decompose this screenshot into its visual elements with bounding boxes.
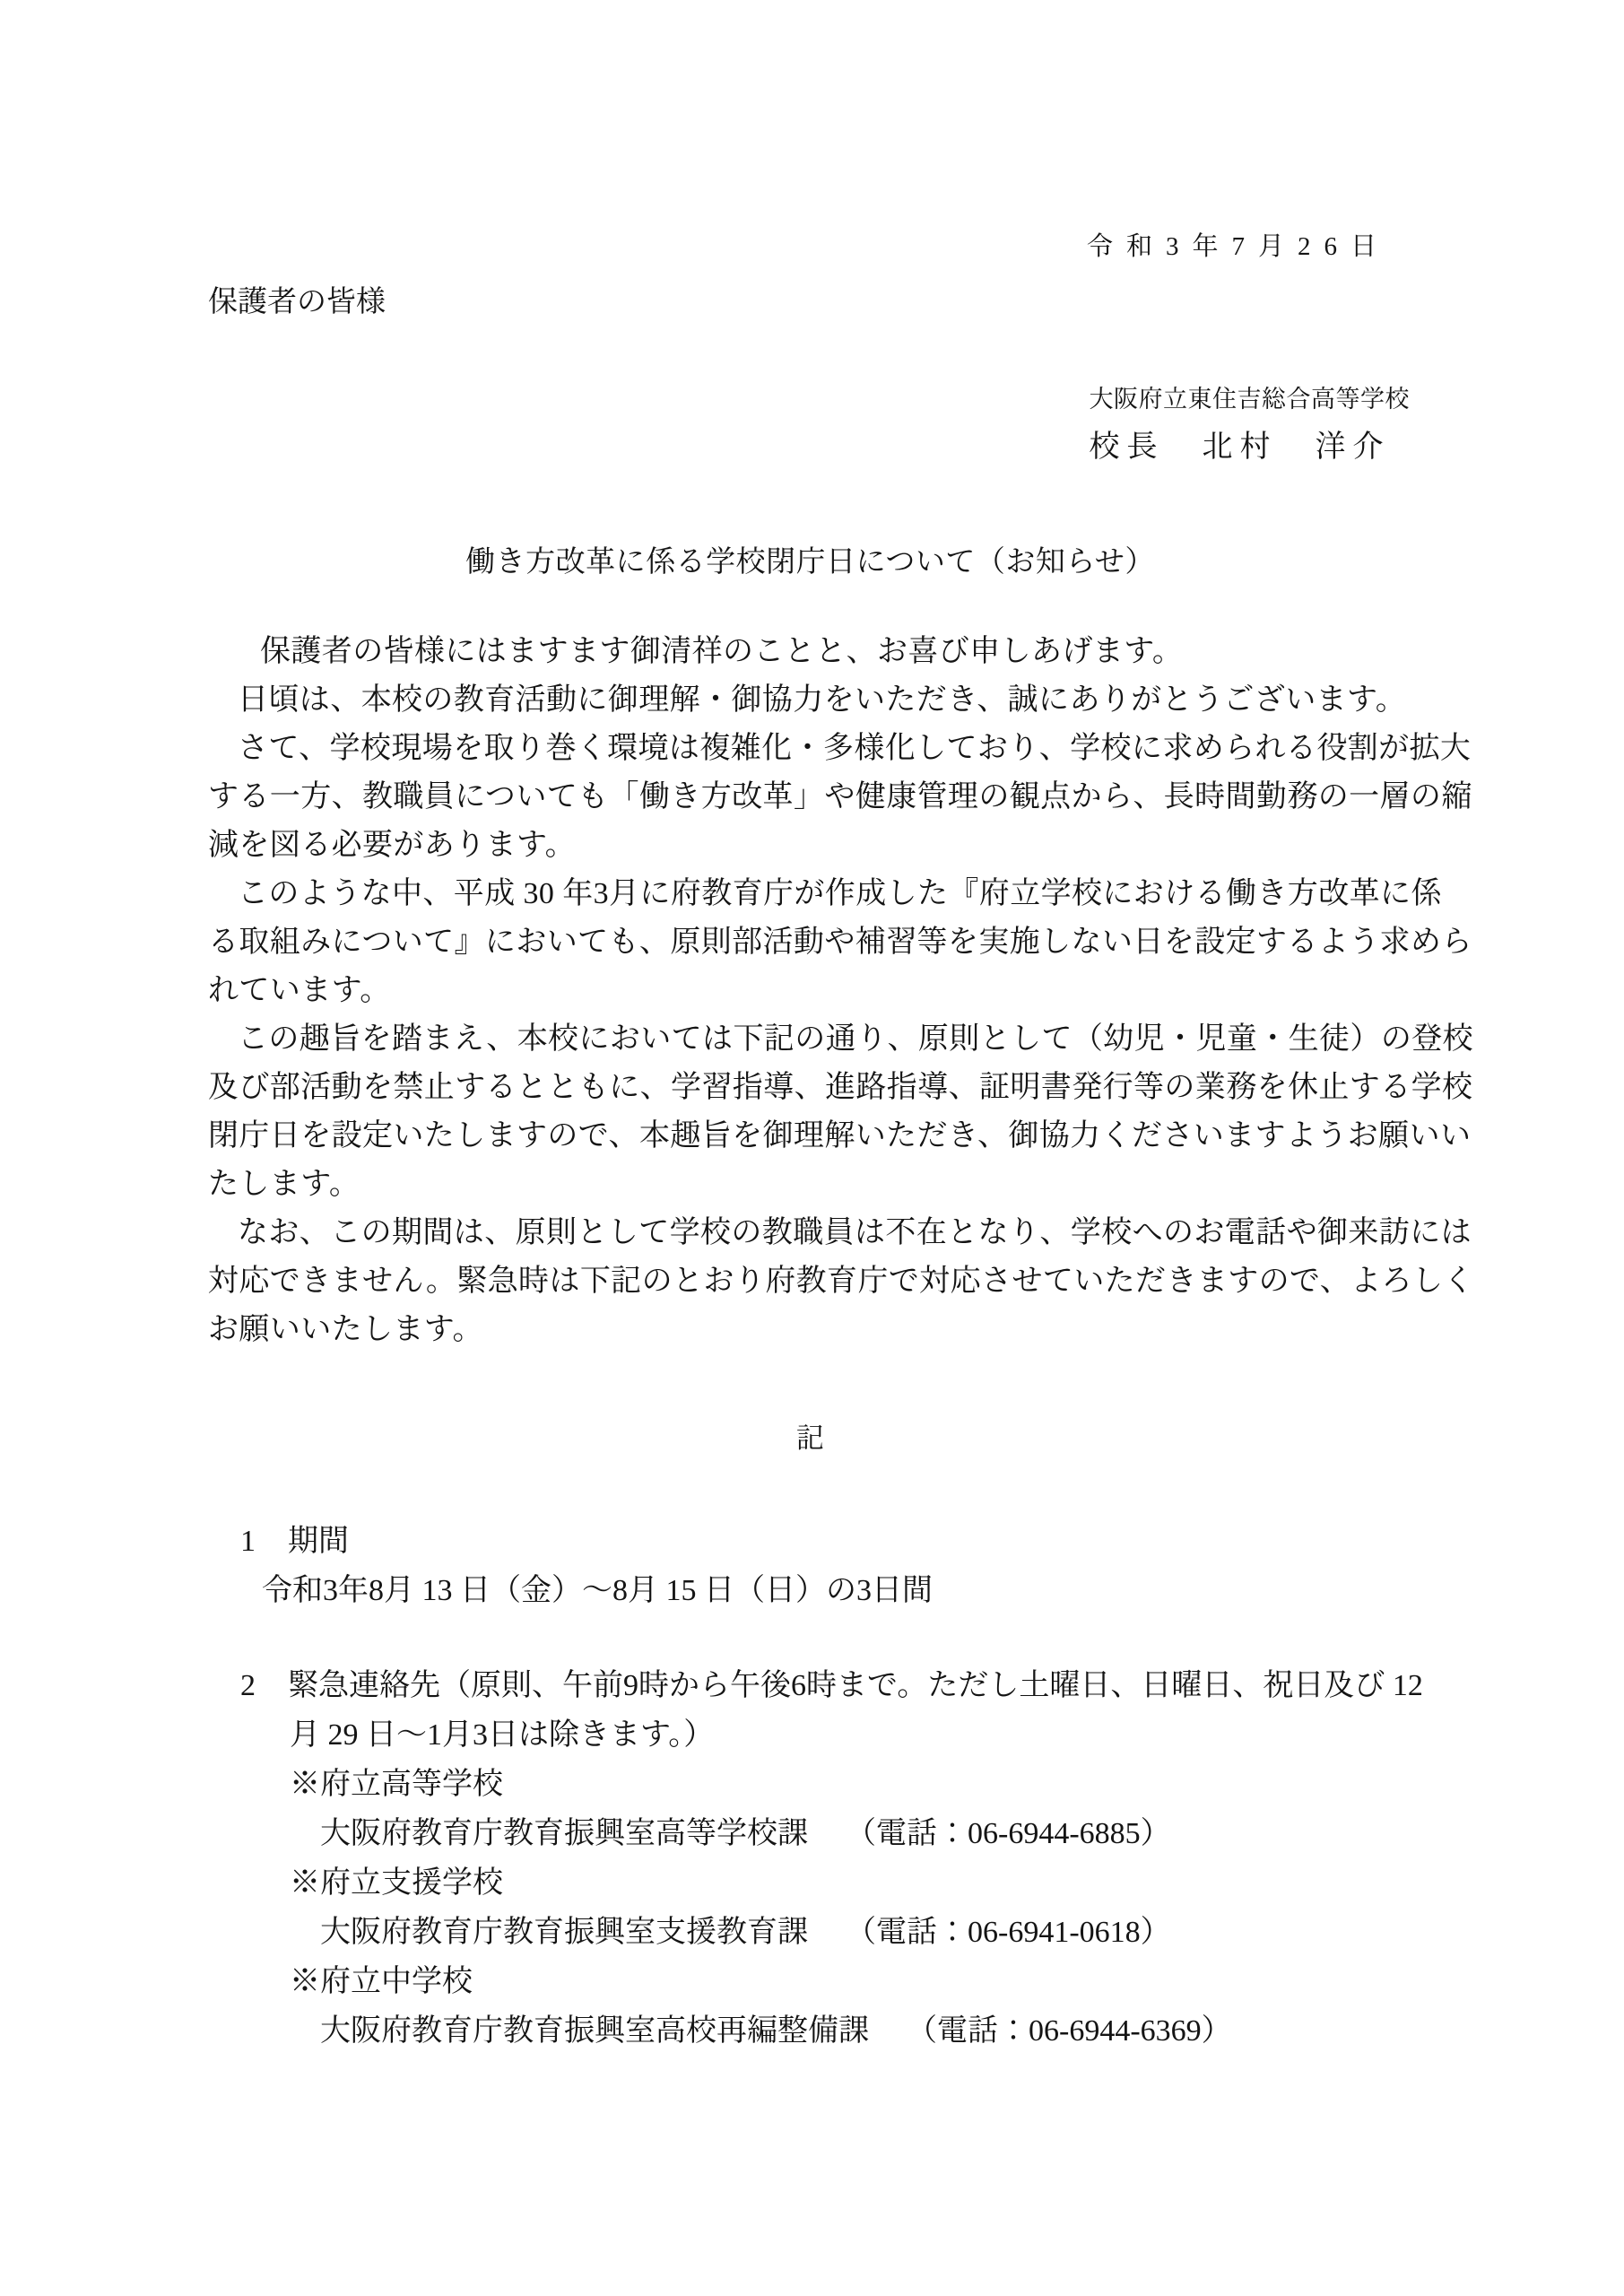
body-line: 閉庁日を設定いたしますので、本趣旨を御理解いただき、御協力くださいますようお願いい [208, 1119, 1472, 1152]
contact-category: ※府立中学校 [290, 1965, 473, 1998]
section-2-label: 緊急連絡先（原則、午前9時から午後6時まで。ただし土曜日、日曜日、祝日及び 12 [288, 1669, 1423, 1702]
sender-block [1090, 377, 1411, 474]
section-1-number: 1 [240, 1525, 256, 1558]
contact-category: ※府立高等学校 [290, 1768, 503, 1801]
recipient: 保護者の皆様 [208, 286, 386, 318]
section-2-number: 2 [240, 1669, 256, 1702]
body-line: れています。 [208, 974, 391, 1007]
contact-phone: （電話：06-6944-6885） [846, 1817, 1171, 1850]
body-line: なお、この期間は、原則として学校の教職員は不在となり、学校へのお電話や御来訪には [238, 1216, 1472, 1249]
section-2-heading [208, 1662, 1423, 1710]
sender-principal-name: 校長 北村 洋介 [1089, 430, 1391, 464]
body-line: 日頃は、本校の教育活動に御理解・御協力をいただき、誠にありがとうございます。 [238, 683, 1407, 717]
body-line: このような中、平成 30 年3月に府教育庁が作成した『府立学校における働き方改革に係 [238, 877, 1442, 910]
section-1-heading [208, 1518, 1412, 1566]
body-line: 対応できません。緊急時は下記のとおり府教育庁で対応させていただきますので、よろしく [208, 1265, 1474, 1298]
contact-phone: （電話：06-6941-0618） [846, 1916, 1171, 1949]
letter-date: 令和3年7月26日 [1086, 232, 1390, 261]
body-line: する一方、教職員についても「働き方改革」や健康管理の観点から、長時間勤務の一層の縮 [208, 780, 1472, 813]
contact-office: 大阪府教育庁教育振興室支援教育課 [320, 1916, 808, 1949]
body-line: さて、学校現場を取り巻く環境は複雑化・多様化しており、学校に求められる役割が拡大 [238, 732, 1472, 765]
contact-office-line [208, 2007, 1412, 2056]
body-line: 及び部活動を禁止するとともに、学習指導、進路指導、証明書発行等の業務を休止する学校 [208, 1071, 1473, 1104]
body-line: る取組みについて』においても、原則部活動や補習等を実施しない日を設定するよう求めら [208, 926, 1472, 959]
section-2-heading-continuation: 月 29 日～1月3日は除きます。） [290, 1718, 715, 1752]
contact-office-line [208, 1810, 1412, 1858]
record-marker: 記 [796, 1422, 824, 1454]
body-line: お願いいたします。 [208, 1313, 483, 1346]
contact-office: 大阪府教育庁教育振興室高等学校課 [320, 1817, 808, 1850]
body-line: 減を図る必要があります。 [208, 829, 577, 862]
section-1-period: 令和3年8月 13 日（金）～8月 15 日（日）の3日間 [262, 1574, 933, 1607]
contact-office-line [208, 1909, 1412, 1957]
body-line: 保護者の皆様にはますます御清祥のことと、お喜び申しあげます。 [260, 635, 1184, 668]
body-line: この趣旨を踏まえ、本校においては下記の通り、原則として（幼児・児童・生徒）の登校 [238, 1022, 1474, 1056]
contact-office: 大阪府教育庁教育振興室高校再編整備課 [320, 2014, 869, 2048]
contact-phone: （電話：06-6944-6369） [907, 2014, 1232, 2048]
body-line: たします。 [208, 1168, 360, 1201]
sender-school-name: 大阪府立東住吉総合高等学校 [1089, 386, 1410, 413]
section-1-label: 期間 [288, 1525, 349, 1558]
contact-category: ※府立支援学校 [290, 1866, 503, 1900]
letter-body [208, 628, 1474, 1354]
letter-title: 働き方改革に係る学校閉庁日について（お知らせ） [465, 546, 1155, 578]
